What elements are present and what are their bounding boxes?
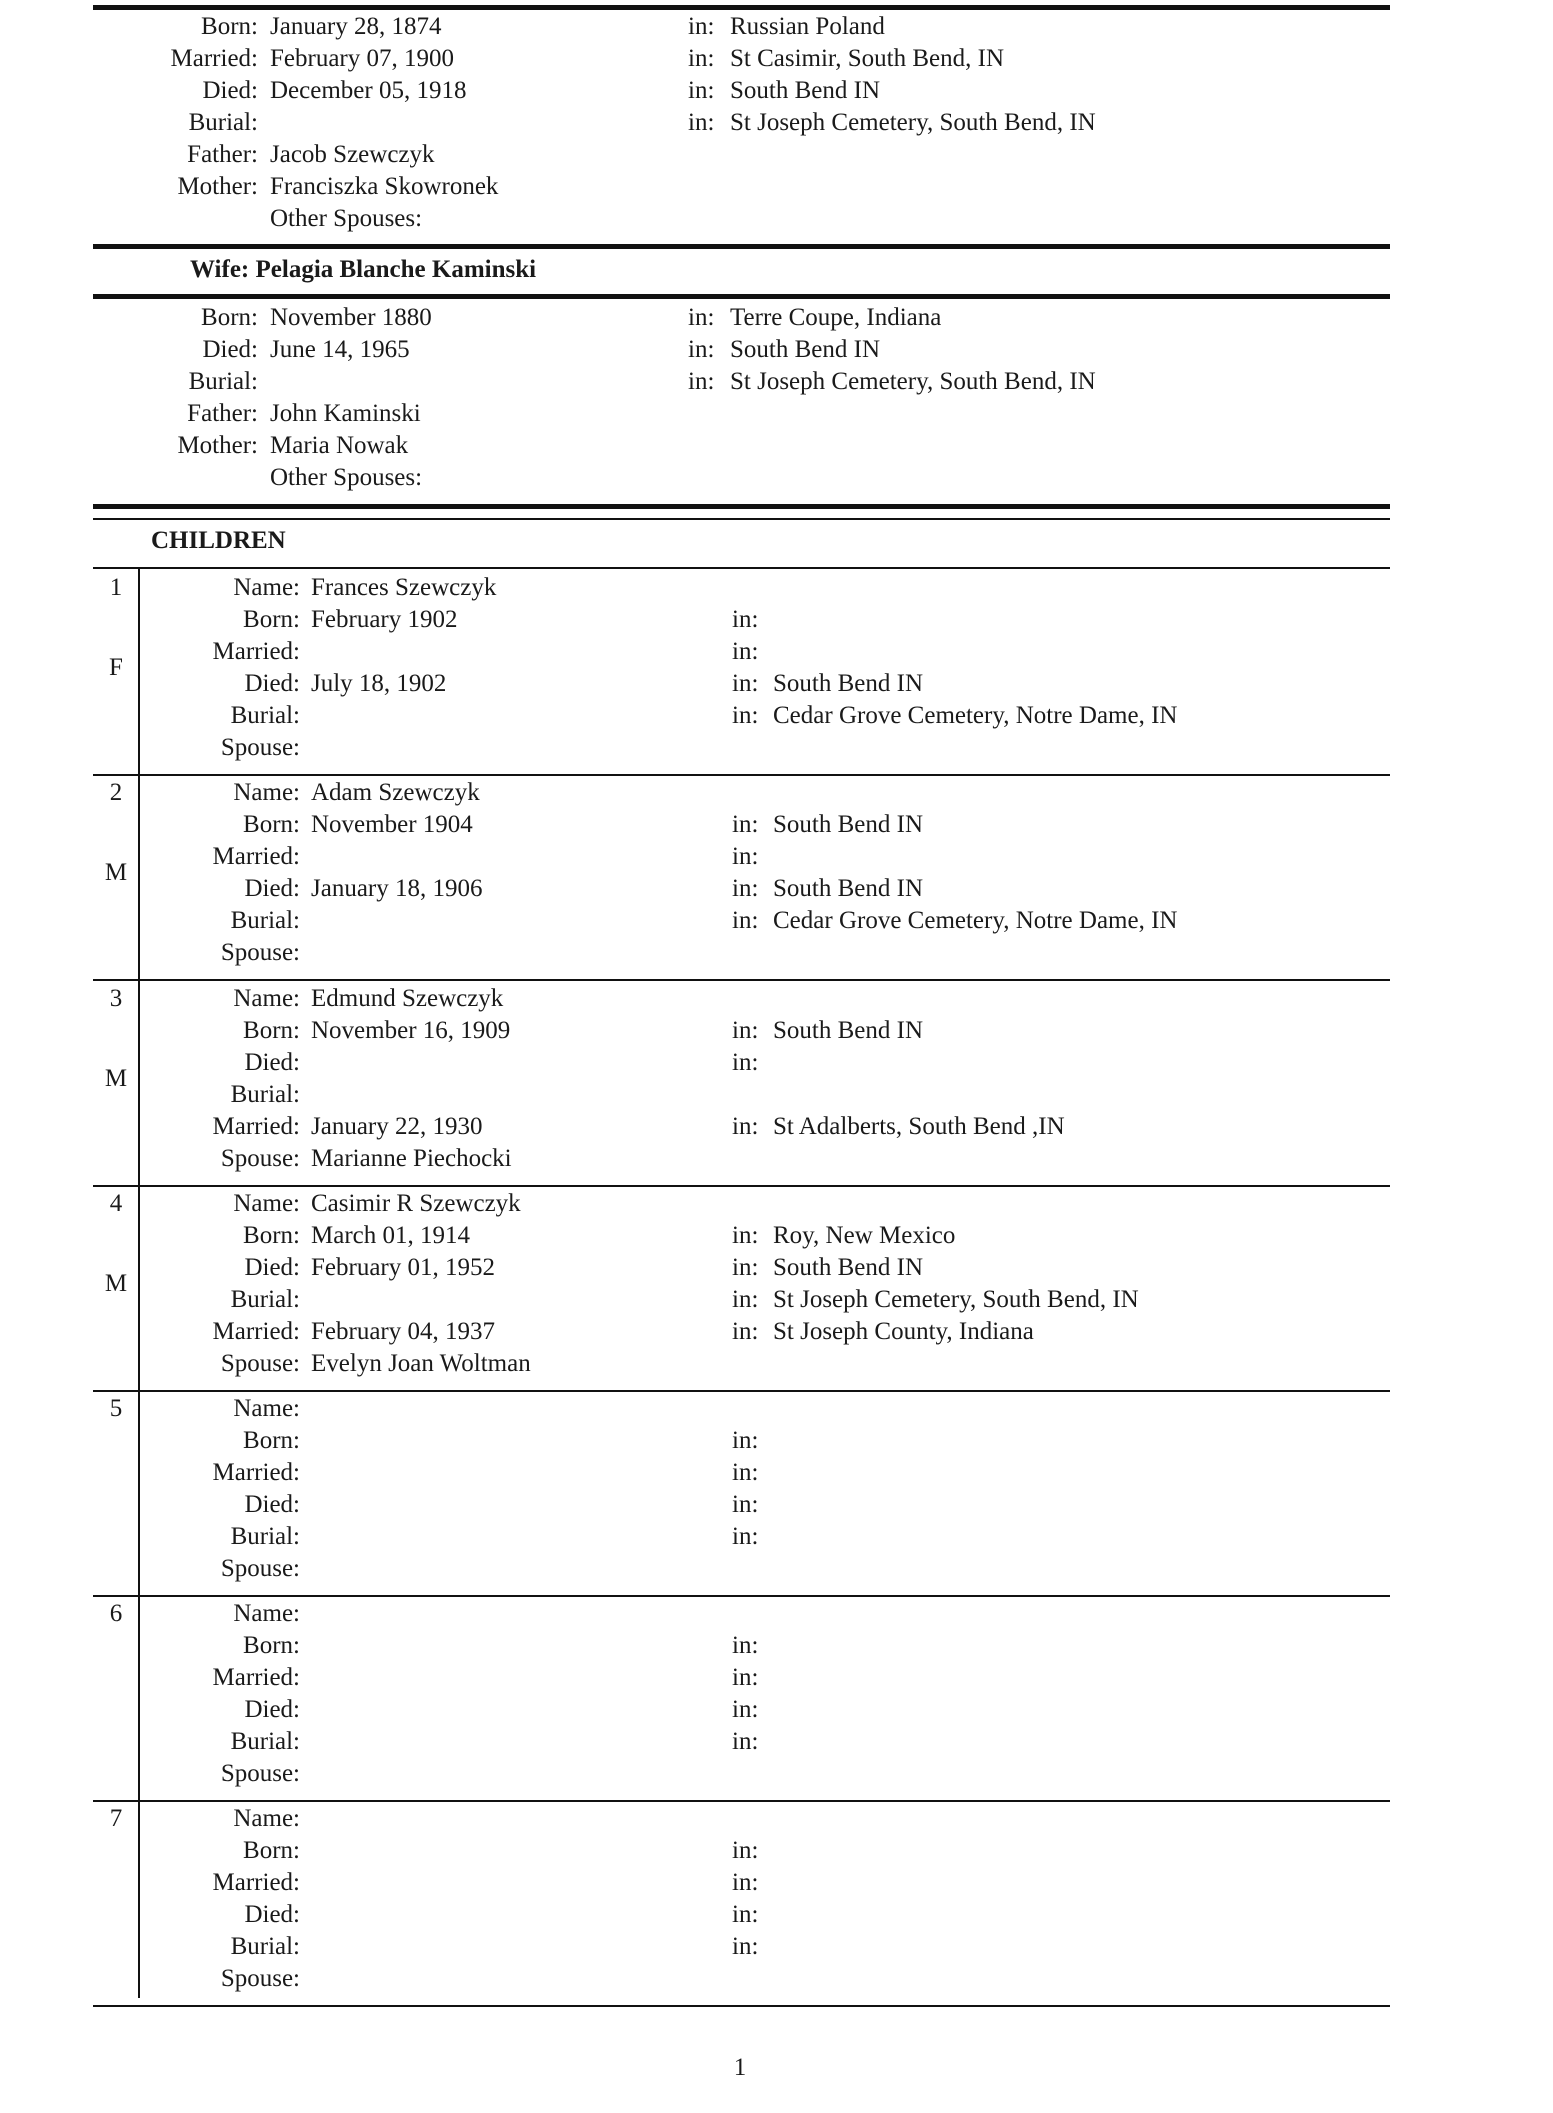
- field-label: Spouse:: [220, 1555, 300, 1582]
- record-row: [0, 983, 1553, 1015]
- record-row: [0, 171, 1553, 203]
- child-number: 4: [109, 1190, 123, 1217]
- field-value: November 1880: [270, 304, 432, 331]
- record-row: [0, 700, 1553, 732]
- record-row: [0, 1425, 1553, 1457]
- child-separator-rule: [93, 774, 1390, 776]
- record-row: [0, 139, 1553, 171]
- place-value: St Joseph County, Indiana: [773, 1318, 1034, 1345]
- record-row: [0, 1931, 1553, 1963]
- record-row: [0, 203, 1553, 235]
- top-rule: [93, 5, 1390, 10]
- record-row: [0, 334, 1553, 366]
- in-label: in:: [732, 843, 759, 870]
- place-value: Terre Coupe, Indiana: [730, 304, 942, 331]
- in-label: in:: [732, 1017, 759, 1044]
- field-label: Mother:: [177, 432, 258, 459]
- field-value: Other Spouses:: [270, 205, 423, 232]
- in-label: in:: [732, 1286, 759, 1313]
- field-label: Married:: [212, 1664, 300, 1691]
- field-value: John Kaminski: [270, 400, 421, 427]
- in-label: in:: [732, 1491, 759, 1518]
- record-row: [0, 1015, 1553, 1047]
- field-label: Married:: [212, 843, 300, 870]
- in-label: in:: [732, 1523, 759, 1550]
- field-value: Adam Szewczyk: [311, 779, 480, 806]
- record-row: [0, 1521, 1553, 1553]
- place-value: South Bend IN: [730, 336, 880, 363]
- child-number: 1: [109, 574, 123, 601]
- record-row: [0, 398, 1553, 430]
- field-label: Died:: [202, 336, 258, 363]
- record-row: [0, 1252, 1553, 1284]
- field-label: Spouse:: [220, 1760, 300, 1787]
- place-value: Russian Poland: [730, 13, 885, 40]
- field-label: Born:: [243, 1632, 300, 1659]
- in-label: in:: [732, 875, 759, 902]
- field-label: Burial:: [230, 702, 300, 729]
- in-label: in:: [732, 1113, 759, 1140]
- page-number: 1: [733, 2054, 747, 2081]
- field-label: Died:: [244, 1901, 300, 1928]
- record-row: [0, 1220, 1553, 1252]
- record-row: [0, 1758, 1553, 1790]
- place-value: St Casimir, South Bend, IN: [730, 45, 1005, 72]
- place-value: South Bend IN: [730, 77, 880, 104]
- field-value: Marianne Piechocki: [311, 1145, 512, 1172]
- field-label: Married:: [212, 1318, 300, 1345]
- record-row: [0, 1662, 1553, 1694]
- field-label: Name:: [233, 1600, 300, 1627]
- in-label: in:: [732, 1728, 759, 1755]
- field-label: Married:: [212, 1113, 300, 1140]
- record-row: [0, 1284, 1553, 1316]
- in-label: in:: [732, 670, 759, 697]
- record-row: [0, 1598, 1553, 1630]
- field-value: March 01, 1914: [311, 1222, 470, 1249]
- in-label: in:: [732, 1222, 759, 1249]
- field-label: Burial:: [188, 368, 258, 395]
- field-value: January 22, 1930: [311, 1113, 483, 1140]
- in-label: in:: [732, 1933, 759, 1960]
- in-label: in:: [732, 1459, 759, 1486]
- field-label: Name:: [233, 1395, 300, 1422]
- field-value: July 18, 1902: [311, 670, 447, 697]
- child-sex: F: [109, 654, 123, 681]
- child-number: 2: [109, 779, 123, 806]
- field-value: February 1902: [311, 606, 458, 633]
- field-label: Born:: [201, 13, 258, 40]
- place-value: St Joseph Cemetery, South Bend, IN: [730, 109, 1096, 136]
- in-label: in:: [688, 336, 715, 363]
- child-number: 6: [109, 1600, 123, 1627]
- field-label: Name:: [233, 779, 300, 806]
- field-label: Born:: [243, 1222, 300, 1249]
- field-label: Burial:: [230, 1933, 300, 1960]
- child-separator-rule: [93, 1390, 1390, 1392]
- child-number: 5: [109, 1395, 123, 1422]
- record-row: [0, 1316, 1553, 1348]
- record-row: [0, 1047, 1553, 1079]
- field-value: Evelyn Joan Woltman: [311, 1350, 531, 1377]
- field-value: February 04, 1937: [311, 1318, 495, 1345]
- field-label: Burial:: [230, 1523, 300, 1550]
- in-label: in:: [688, 45, 715, 72]
- record-row: [0, 841, 1553, 873]
- record-row: [0, 873, 1553, 905]
- record-row: [0, 1553, 1553, 1585]
- record-row: [0, 937, 1553, 969]
- in-label: in:: [732, 1318, 759, 1345]
- field-label: Father:: [187, 141, 258, 168]
- place-value: St Joseph Cemetery, South Bend, IN: [730, 368, 1096, 395]
- field-label: Burial:: [230, 907, 300, 934]
- field-label: Father:: [187, 400, 258, 427]
- field-value: November 16, 1909: [311, 1017, 511, 1044]
- field-value: February 07, 1900: [270, 45, 454, 72]
- field-value: December 05, 1918: [270, 77, 467, 104]
- field-label: Burial:: [230, 1081, 300, 1108]
- field-label: Born:: [243, 1017, 300, 1044]
- field-label: Born:: [243, 811, 300, 838]
- in-label: in:: [688, 368, 715, 395]
- record-row: [0, 668, 1553, 700]
- field-value: January 28, 1874: [270, 13, 442, 40]
- field-value: Maria Nowak: [270, 432, 409, 459]
- record-row: [0, 1963, 1553, 1995]
- in-label: in:: [688, 77, 715, 104]
- field-label: Died:: [244, 670, 300, 697]
- field-value: Jacob Szewczyk: [270, 141, 435, 168]
- field-value: Other Spouses:: [270, 464, 423, 491]
- record-row: [0, 75, 1553, 107]
- record-row: [0, 302, 1553, 334]
- field-value: Edmund Szewczyk: [311, 985, 504, 1012]
- child-sex: M: [104, 1270, 128, 1297]
- field-value: Frances Szewczyk: [311, 574, 497, 601]
- record-row: [0, 1348, 1553, 1380]
- in-label: in:: [688, 304, 715, 331]
- children-heading: CHILDREN: [151, 527, 286, 554]
- record-row: [0, 1143, 1553, 1175]
- child-sex: M: [104, 1065, 128, 1092]
- record-row: [0, 1694, 1553, 1726]
- place-value: South Bend IN: [773, 811, 923, 838]
- record-row: [0, 430, 1553, 462]
- place-value: St Adalberts, South Bend ,IN: [773, 1113, 1065, 1140]
- place-value: Cedar Grove Cemetery, Notre Dame, IN: [773, 907, 1178, 934]
- field-label: Burial:: [230, 1728, 300, 1755]
- record-row: [0, 905, 1553, 937]
- child-sex: M: [104, 859, 128, 886]
- record-row: [0, 1079, 1553, 1111]
- field-value: January 18, 1906: [311, 875, 483, 902]
- child-separator-rule: [93, 1185, 1390, 1187]
- field-label: Mother:: [177, 173, 258, 200]
- husband-divider: [93, 244, 1390, 249]
- in-label: in:: [688, 13, 715, 40]
- children-heading-rule: [93, 567, 1390, 569]
- field-label: Died:: [244, 1491, 300, 1518]
- place-value: South Bend IN: [773, 670, 923, 697]
- record-row: [0, 1867, 1553, 1899]
- field-label: Married:: [212, 1869, 300, 1896]
- field-label: Spouse:: [220, 1965, 300, 1992]
- wife-heading-label: Wife:: [190, 256, 250, 283]
- in-label: in:: [732, 1901, 759, 1928]
- in-label: in:: [732, 1869, 759, 1896]
- record-row: [0, 1835, 1553, 1867]
- children-top-rule: [93, 518, 1390, 520]
- record-row: [0, 1393, 1553, 1425]
- field-label: Spouse:: [220, 1350, 300, 1377]
- in-label: in:: [732, 1427, 759, 1454]
- child-number: 7: [109, 1805, 123, 1832]
- field-value: November 1904: [311, 811, 473, 838]
- in-label: in:: [732, 606, 759, 633]
- field-label: Died:: [244, 1049, 300, 1076]
- in-label: in:: [732, 1837, 759, 1864]
- record-row: [0, 636, 1553, 668]
- field-label: Born:: [243, 606, 300, 633]
- record-row: [0, 107, 1553, 139]
- wife-end-rule: [93, 504, 1390, 509]
- record-row: [0, 1630, 1553, 1662]
- record-row: [0, 572, 1553, 604]
- wife-heading-rule: [93, 294, 1390, 299]
- in-label: in:: [732, 1632, 759, 1659]
- record-row: [0, 11, 1553, 43]
- field-label: Name:: [233, 985, 300, 1012]
- in-label: in:: [732, 638, 759, 665]
- place-value: Roy, New Mexico: [773, 1222, 956, 1249]
- record-row: [0, 1489, 1553, 1521]
- field-value: February 01, 1952: [311, 1254, 495, 1281]
- record-row: [0, 366, 1553, 398]
- record-row: [0, 1726, 1553, 1758]
- field-label: Born:: [243, 1837, 300, 1864]
- record-row: [0, 1111, 1553, 1143]
- field-label: Burial:: [188, 109, 258, 136]
- field-label: Spouse:: [220, 1145, 300, 1172]
- field-label: Spouse:: [220, 734, 300, 761]
- place-value: South Bend IN: [773, 1254, 923, 1281]
- field-value: June 14, 1965: [270, 336, 410, 363]
- child-separator-rule: [93, 979, 1390, 981]
- field-label: Married:: [170, 45, 258, 72]
- field-value: Casimir R Szewczyk: [311, 1190, 521, 1217]
- child-separator-rule: [93, 1800, 1390, 1802]
- place-value: South Bend IN: [773, 875, 923, 902]
- record-row: [0, 43, 1553, 75]
- child-separator-rule: [93, 2005, 1390, 2007]
- in-label: in:: [732, 1664, 759, 1691]
- record-row: [0, 1188, 1553, 1220]
- field-label: Died:: [244, 1696, 300, 1723]
- child-separator-rule: [93, 1595, 1390, 1597]
- record-row: [0, 809, 1553, 841]
- field-label: Born:: [201, 304, 258, 331]
- field-value: Franciszka Skowronek: [270, 173, 499, 200]
- record-row: [0, 604, 1553, 636]
- field-label: Spouse:: [220, 939, 300, 966]
- field-label: Burial:: [230, 1286, 300, 1313]
- wife-heading: [190, 254, 536, 286]
- in-label: in:: [732, 1696, 759, 1723]
- record-row: [0, 462, 1553, 494]
- child-number: 3: [109, 985, 123, 1012]
- field-label: Died:: [202, 77, 258, 104]
- in-label: in:: [732, 1049, 759, 1076]
- in-label: in:: [732, 1254, 759, 1281]
- field-label: Died:: [244, 875, 300, 902]
- in-label: in:: [732, 811, 759, 838]
- in-label: in:: [732, 702, 759, 729]
- record-row: [0, 777, 1553, 809]
- wife-heading-name: Pelagia Blanche Kaminski: [255, 256, 537, 283]
- place-value: Cedar Grove Cemetery, Notre Dame, IN: [773, 702, 1178, 729]
- record-row: [0, 732, 1553, 764]
- place-value: St Joseph Cemetery, South Bend, IN: [773, 1286, 1139, 1313]
- field-label: Married:: [212, 638, 300, 665]
- record-row: [0, 1457, 1553, 1489]
- field-label: Died:: [244, 1254, 300, 1281]
- field-label: Name:: [233, 1190, 300, 1217]
- field-label: Name:: [233, 1805, 300, 1832]
- record-row: [0, 1803, 1553, 1835]
- in-label: in:: [732, 907, 759, 934]
- field-label: Name:: [233, 574, 300, 601]
- record-row: [0, 1899, 1553, 1931]
- in-label: in:: [688, 109, 715, 136]
- place-value: South Bend IN: [773, 1017, 923, 1044]
- field-label: Born:: [243, 1427, 300, 1454]
- field-label: Married:: [212, 1459, 300, 1486]
